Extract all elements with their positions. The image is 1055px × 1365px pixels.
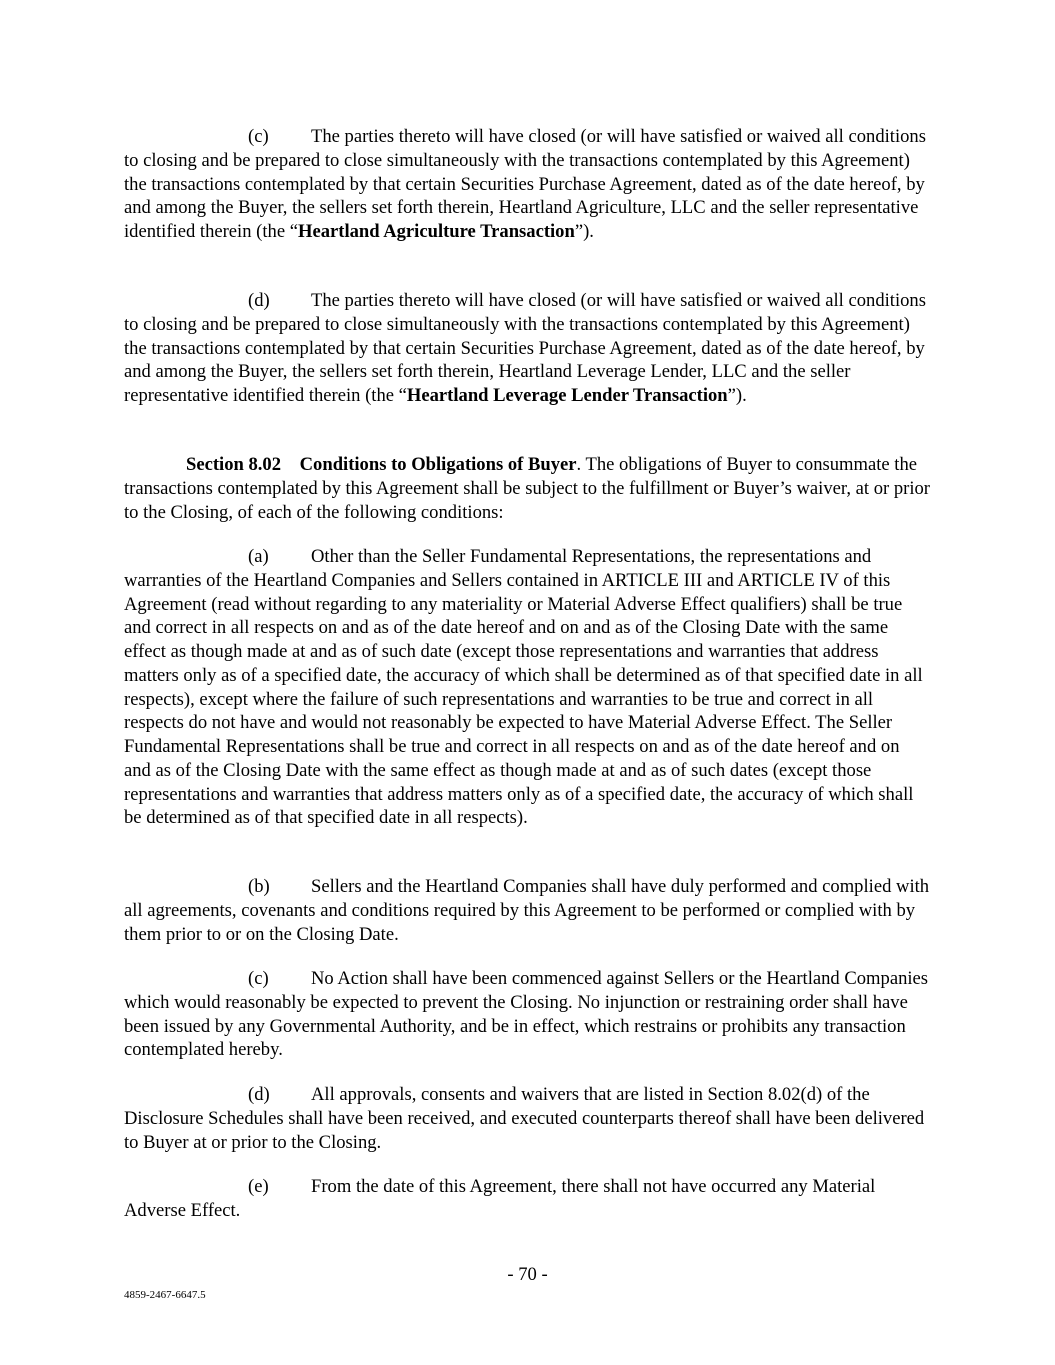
condition-text: Sellers and the Heartland Companies shall have duly performed and complied with all agreements, covenants and conditions required by this Agreement to be performed or complied with by them prior to or on the Closing Date. [124,876,930,945]
condition-text: From the date of this Agreement, there shall not have occurred any Material Adverse Effect. [124,1176,876,1221]
condition-e [124,1175,930,1223]
condition-b [124,875,930,946]
section-number: Section 8.02 [186,454,282,475]
paragraph-tail: ”). [727,385,747,406]
paragraph-d [124,289,930,408]
paragraph-text: The parties thereto will have closed (or will have satisfied or waived all conditions to closing and be prepared to close simultaneously with the transactions contemplated by this Agreement) the transactions contemplated by that certain Securities Purchase Agreement, dated as of the date hereof, by and among the Buyer, the sellers set forth therein, Heartland Leverage Lender, LLC and the seller representative identified therein (the “ [124,290,926,406]
condition-c [124,967,930,1062]
condition-d [124,1083,930,1154]
condition-label: (a) [248,546,269,567]
page-number: - 70 - [507,1264,548,1285]
paragraph-label: (d) [248,290,270,311]
condition-a [124,545,930,830]
condition-label: (b) [248,876,270,897]
defined-term: Heartland Leverage Lender Transaction [406,385,728,406]
condition-label: (e) [248,1176,269,1197]
condition-label: (d) [248,1084,270,1105]
document-id: 4859-2467-6647.5 [124,1289,206,1301]
paragraph-text: The parties thereto will have closed (or will have satisfied or waived all conditions to closing and be prepared to close simultaneously with the transactions contemplated by this Agreement) the transactions contemplated by that certain Securities Purchase Agreement, dated as of the date hereof, by and among the Buyer, the sellers set forth therein, Heartland Agriculture, LLC and the seller representative identified therein (the “ [124,126,926,242]
defined-term: Heartland Agriculture Transaction [297,221,575,242]
condition-text: No Action shall have been commenced against Sellers or the Heartland Companies which would reasonably be expected to prevent the Closing. No injunction or restraining order shall have been issued by any Governmental Authority, and be in effect, which restrains or prohibits any transaction contemplated hereby. [124,968,929,1061]
section-title: Conditions to Obligations of Buyer [299,454,577,475]
section-8-02 [124,453,930,524]
paragraph-label: (c) [248,126,269,147]
paragraph-c [124,125,930,244]
paragraph-tail: ”). [574,221,594,242]
condition-text: Other than the Seller Fundamental Representations, the representations and warranties of the Heartland Companies and Sellers contained in ARTICLE III and ARTICLE IV of this Agreement (read without regarding to any materiality or Material Adverse Effect qualifiers) shall be true and correct in all respects on and as of the date hereof and on and as of the Closing Date with the same effect as though made at and as of such date (except those representations and warranties that address matters only as of a specified date, the accuracy of which shall be determined as of that specified date in all respects), except where the failure of such representations and warranties to be true and correct in all respects do not have and would not reasonably be expected to have Material Adverse Effect. The Seller Fundamental Representations shall be true and correct in all respects on and as of the date hereof and on and as of the Closing Date with the same effect as though made at and as of such dates (except those representations and warranties that address matters only as of a specified date, the accuracy of which shall be determined as of that specified date in all respects). [124,546,923,829]
condition-label: (c) [248,968,269,989]
condition-text: All approvals, consents and waivers that are listed in Section 8.02(d) of the Disclosure Schedules shall have been received, and executed counterparts thereof shall have been delivered to Buyer at or prior to the Closing. [124,1084,925,1153]
section-text: . The obligations of Buyer to consummate the transactions contemplated by this Agreement shall be subject to the fulfillment or Buyer’s waiver, at or prior to the Closing, of each of the following conditions: [124,454,930,523]
